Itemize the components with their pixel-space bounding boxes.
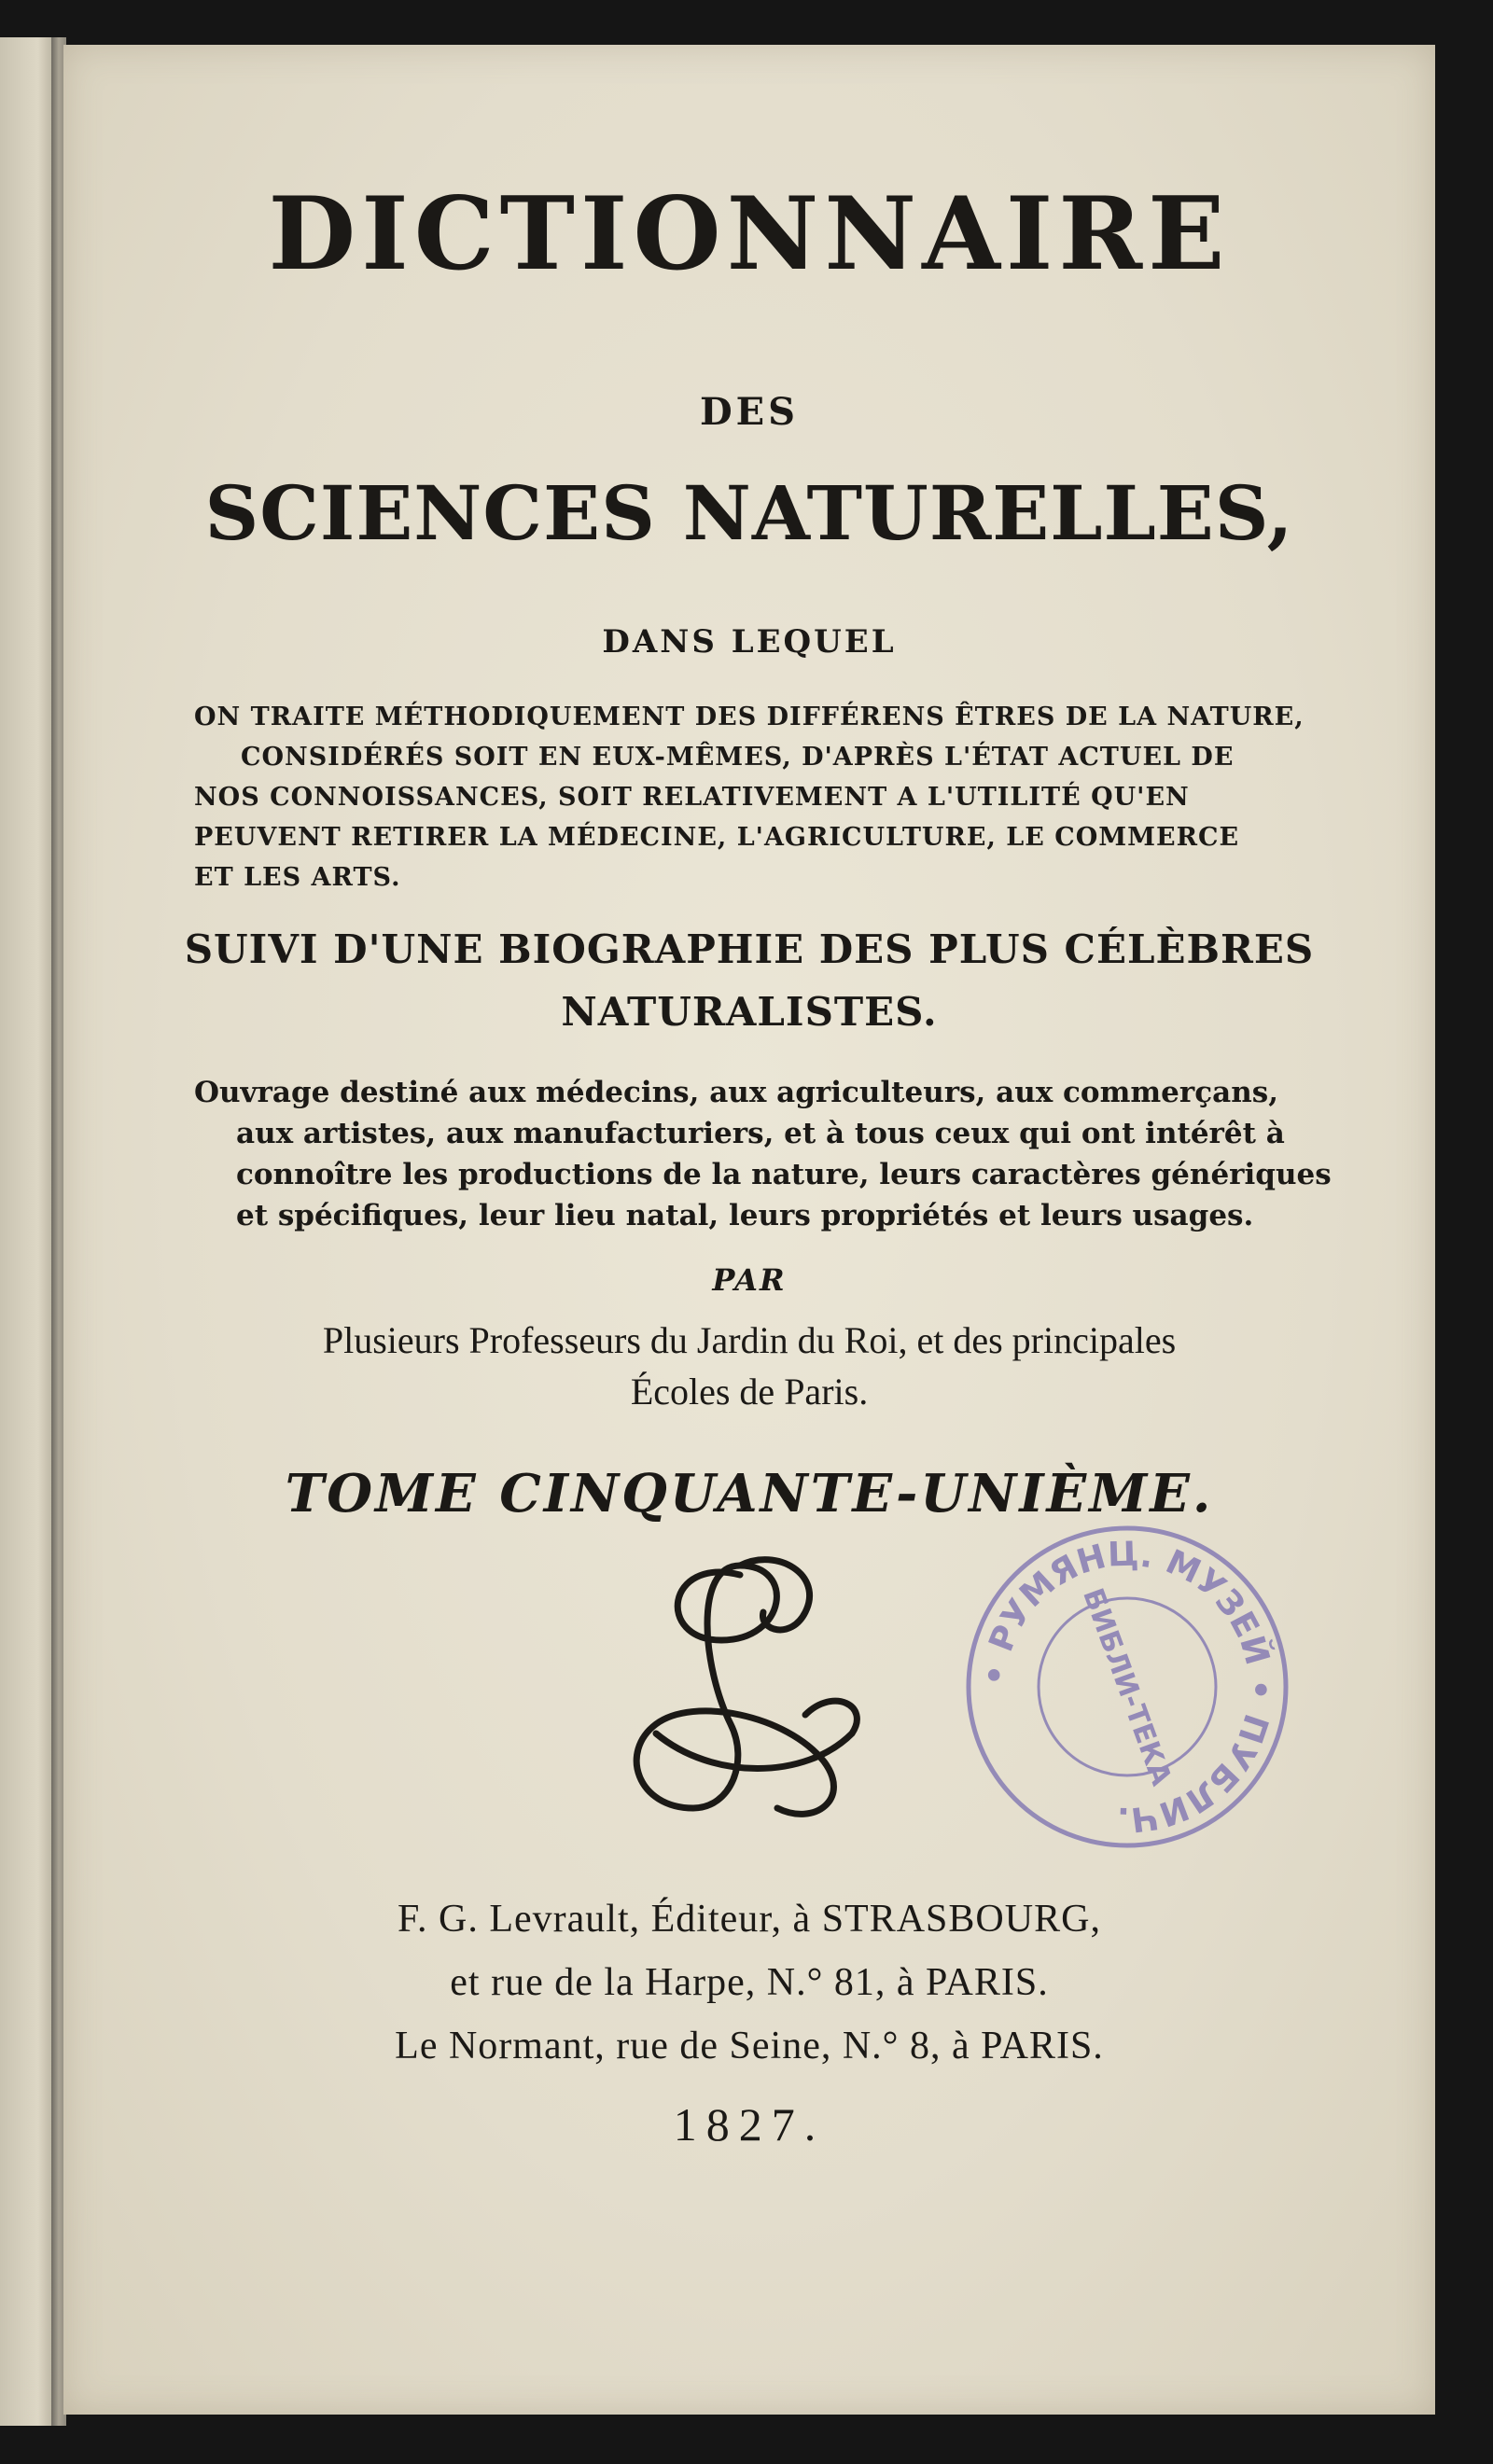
description-line: NOS CONNOISSANCES, SOIT RELATIVEMENT A L'UTILITÉ QU'EN xyxy=(194,783,1190,812)
ouvrage-line: Ouvrage destiné aux médecins, aux agriculteurs, aux commerçans, xyxy=(194,1076,1278,1109)
tome-label: TOME CINQUANTE-UNIÈME. xyxy=(285,1463,1214,1524)
monogram-ornament xyxy=(600,1538,880,1836)
description-line: ON TRAITE MÉTHODIQUEMENT DES DIFFÉRENS ÊTRES DE LA NATURE, xyxy=(194,703,1305,731)
description-line: ET LES ARTS. xyxy=(194,863,401,892)
ouvrage-line: connoître les productions de la nature, leurs caractères génériques xyxy=(236,1158,1332,1191)
monogram-letter: L xyxy=(712,1605,719,1615)
publisher-line: et rue de la Harpe, N.° 81, à PARIS. xyxy=(450,1961,1049,2004)
book-subtitle: SCIENCES NATURELLES, xyxy=(204,469,1294,557)
professors-line: Plusieurs Professeurs du Jardin du Roi, et des principales xyxy=(322,1319,1177,1361)
facing-page-edge xyxy=(0,37,54,2426)
dans-lequel: DANS LEQUEL xyxy=(602,623,897,661)
book-title: DICTIONNAIRE xyxy=(268,175,1231,293)
professors-line: Écoles de Paris. xyxy=(630,1371,869,1413)
suivi-line: NATURALISTES. xyxy=(561,989,938,1035)
title-page xyxy=(63,45,1435,2415)
publisher-line: Le Normant, rue de Seine, N.° 8, à PARIS. xyxy=(395,2025,1104,2067)
ouvrage-line: et spécifiques, leur lieu natal, leurs propriétés et leurs usages. xyxy=(236,1199,1254,1232)
library-stamp xyxy=(950,1510,1305,1864)
stamp-center-text: БИБЛИ-ТЕКА xyxy=(1076,1583,1178,1790)
publication-year: 1827. xyxy=(673,2098,826,2151)
ouvrage-line: aux artistes, aux manufacturiers, et à tous ceux qui ont intérêt à xyxy=(236,1117,1285,1150)
title-page-content xyxy=(63,45,1435,2415)
description-line: PEUVENT RETIRER LA MÉDECINE, L'AGRICULTURE, LE COMMERCE xyxy=(194,823,1240,852)
publisher-line: F. G. Levrault, Éditeur, à STRASBOURG, xyxy=(398,1898,1101,1941)
suivi-line: SUIVI D'UNE BIOGRAPHIE DES PLUS CÉLÈBRES xyxy=(184,926,1315,972)
stamp-ring-text: • РУМЯНЦ. МУЗЕЙ • ПУБЛИЧ. xyxy=(975,1535,1279,1839)
par-label: PAR xyxy=(712,1262,787,1298)
description-line: CONSIDÉRÉS SOIT EN EUX-MÊMES, D'APRÈS L'ÉTAT ACTUEL DE xyxy=(241,743,1235,772)
title-des: DES xyxy=(699,390,800,434)
